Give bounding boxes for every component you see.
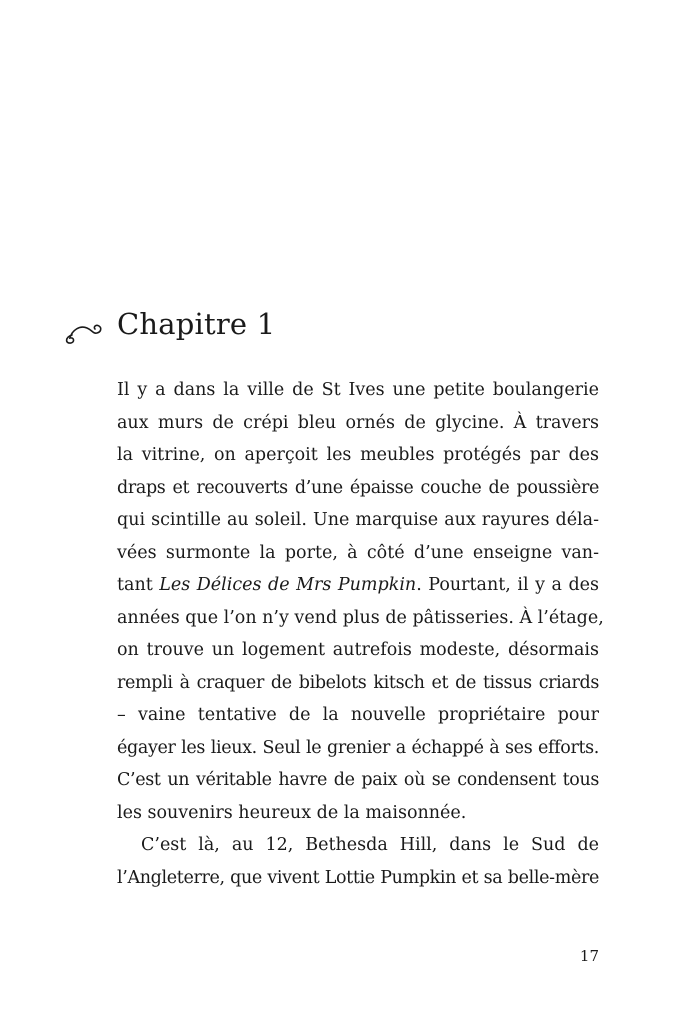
text-line: égayer les lieux. Seul le grenier a échappé à ses efforts.: [117, 737, 599, 758]
text-line: C’est là, au 12, Bethesda Hill, dans le Sud de: [141, 835, 599, 855]
text-line: l’Angleterre, que vivent Lottie Pumpkin et sa belle-mère: [117, 867, 599, 888]
text-line: la vitrine, on aperçoit les meubles protégés par des: [117, 445, 599, 465]
swash-ornament-icon: [60, 306, 104, 346]
text-line: années que l’on n’y vend plus de pâtisseries. À l’étage,: [117, 607, 604, 628]
text-line: C’est un véritable havre de paix où se condensent tous: [117, 770, 599, 790]
text-line: les souvenirs heureux de la maisonnée.: [117, 802, 467, 823]
text-line: rempli à craquer de bibelots kitsch et de tissus criards: [117, 672, 599, 693]
text-segment: tant: [117, 575, 160, 595]
text-segment: . Pourtant, il y a des: [416, 575, 599, 595]
text-line: draps et recouverts d’une épaisse couche de poussière: [117, 477, 599, 498]
page-number: 17: [579, 947, 599, 965]
text-line: aux murs de crépi bleu ornés de glycine. À travers: [117, 412, 599, 433]
text-line: on trouve un logement autrefois modeste, désormais: [117, 640, 599, 660]
chapter-title: Chapitre 1: [117, 307, 276, 341]
text-line: [117, 569, 599, 602]
text-line: Il y a dans la ville de St Ives une petite boulangerie: [117, 380, 599, 400]
text-line: vées surmonte la porte, à côté d’une enseigne van-: [117, 542, 599, 563]
text-line: qui scintille au soleil. Une marquise aux rayures déla-: [117, 510, 599, 530]
text-line: – vaine tentative de la nouvelle propriétaire pour: [117, 705, 599, 725]
shop-name-italic: Les Délices de Mrs Pumpkin: [159, 575, 417, 595]
chapter-body: [117, 374, 604, 894]
